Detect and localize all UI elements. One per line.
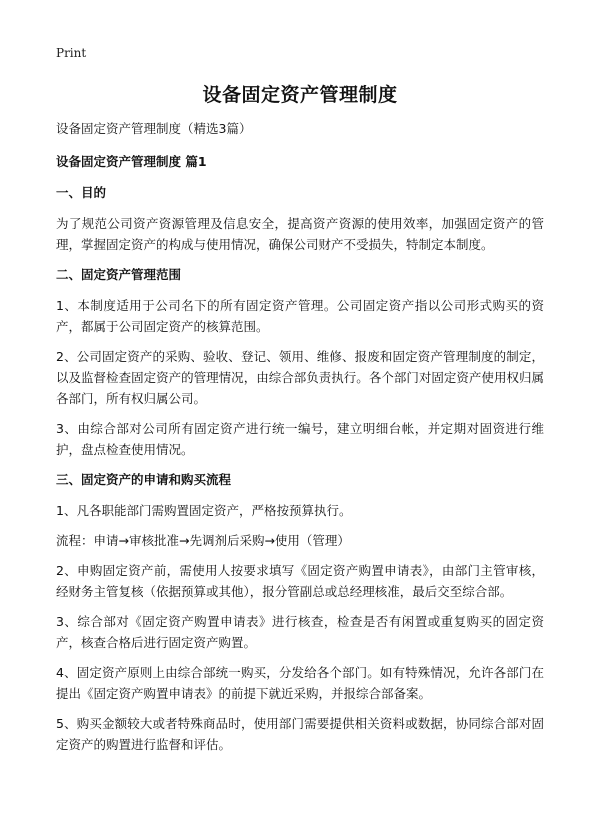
paragraph: 2、申购固定资产前，需使用人按要求填写《固定资产购置申请表》，由部门主管审核，经财务主管复核（依据预算或其他），报分管副总或总经理核准，最后交至综合部。 [56, 563, 544, 599]
print-label: Print [56, 46, 87, 60]
paragraph: 5、购买金额较大或者特殊商品时，使用部门需要提供相关资料或数据，协同综合部对固定资产的购置进行监督和评估。 [56, 716, 544, 752]
section-scope [56, 264, 544, 460]
section-heading: 二、固定资产管理范围 [56, 267, 182, 282]
section-heading: 一、目的 [56, 185, 107, 200]
document-title: 设备固定资产管理制度 [202, 84, 398, 106]
section-purpose [56, 182, 544, 255]
section-procurement [56, 469, 544, 755]
paragraph: 3、综合部对《固定资产购置申请表》进行核查，检查是否有闲置或重复购买的固定资产，核查合格后进行固定资产购置。 [56, 614, 544, 650]
paragraph: 1、凡各职能部门需购置固定资产，严格按预算执行。 [56, 503, 352, 518]
document-body [56, 118, 544, 764]
section-heading: 三、固定资产的申请和购买流程 [56, 472, 232, 487]
paragraph: 4、固定资产原则上由综合部统一购买，分发给各个部门。如有特殊情况，允许各部门在提出《固定资产购置申请表》的前提下就近采购，并报综合部备案。 [56, 665, 544, 701]
paragraph: 1、本制度适用于公司名下的所有固定资产管理。公司固定资产指以公司形式购买的资产，都属于公司固定资产的核算范围。 [56, 298, 544, 334]
part-heading: 设备固定资产管理制度 篇1 [56, 154, 207, 169]
paragraph: 2、公司固定资产的采购、验收、登记、领用、维修、报废和固定资产管理制度的制定，以及监督检查固定资产的管理情况，由综合部负责执行。各个部门对固定资产使用权归属各部门，所有权归属公司。 [56, 349, 544, 406]
paragraph: 为了规范公司资产资源管理及信息安全，提高资产资源的使用效率，加强固定资产的管理，掌握固定资产的构成与使用情况，确保公司财产不受损失，特制定本制度。 [56, 216, 544, 252]
document-subtitle: 设备固定资产管理制度（精选3篇） [56, 121, 252, 136]
process-flow-line: 流程：申请→审核批准→先调剂后采购→使用（管理） [56, 533, 350, 548]
paragraph: 3、由综合部对公司所有固定资产进行统一编号，建立明细台帐，并定期对固资进行维护，盘点检查使用情况。 [56, 421, 544, 457]
